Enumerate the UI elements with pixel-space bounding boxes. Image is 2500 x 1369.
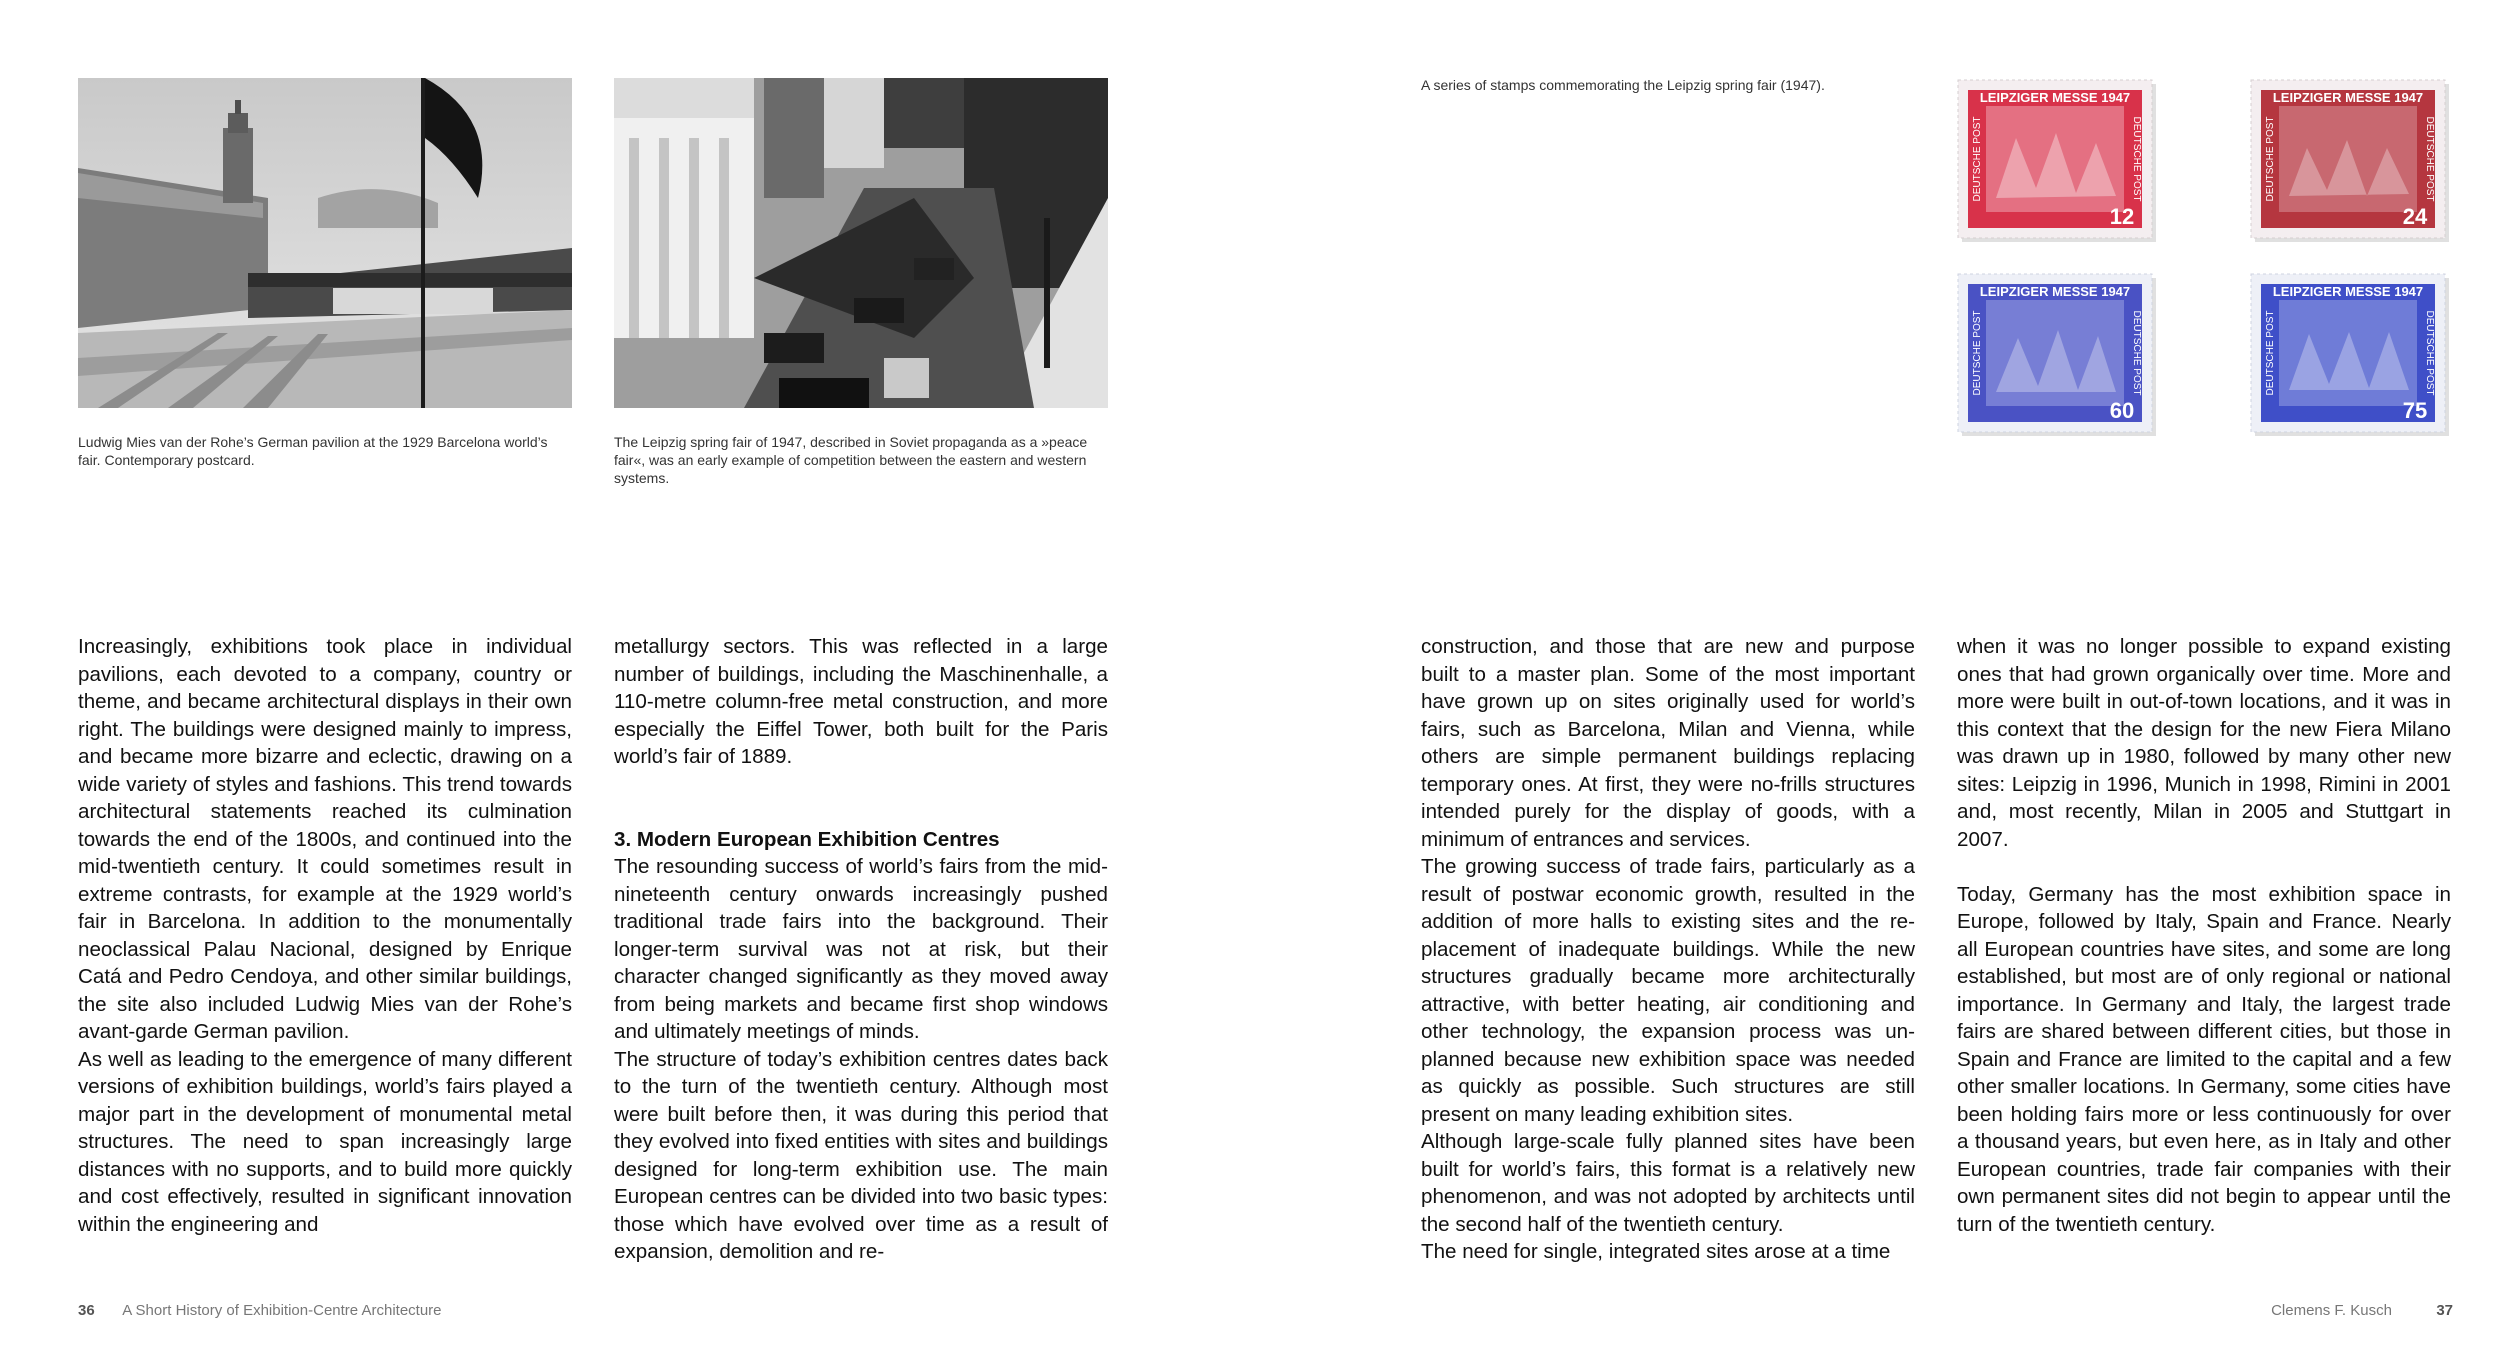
author-name: Clemens F. Kusch (2271, 1302, 2392, 1319)
stamp-right-text: DEUTSCHE POST (2131, 116, 2142, 202)
left-folio (78, 1302, 442, 1320)
barcelona-pavilion-caption: Ludwig Mies van der Rohe’s German pavilion at the 1929 Barcelona world’s fair. Contemporary postcard. (78, 434, 548, 468)
running-title: A Short History of Exhibition-Centre Architecture (122, 1302, 442, 1319)
barcelona-pavilion-photo (78, 78, 572, 408)
stamp-left-text: DEUTSCHE POST (1972, 310, 1983, 396)
stamp-right-text: DEUTSCHE POST (2131, 310, 2142, 396)
stamp-artwork (1956, 78, 2162, 248)
paragraph: As well as leading to the emergence of many different versions of exhibition buildings, world’s fairs played a major part in the development of monumental metal structures. The need to span increasingly large distances with no supports, and to build more quickly and cost effectively, resulted in significant innovation within the engineering and (78, 1047, 572, 1236)
paragraph: construction, and those that are new and purpose built to a master plan. Some of the most important have grown up on sites originally used for world’s fairs, such as Barcelona, Milan and Vienna, while others are simple permanent buildings replacing temporary ones. At first, they were no-frills structures intended purely for the display of goods, with a minimum of entrances and services. (1421, 635, 1915, 851)
stamp-top-text: LEIPZIGER MESSE 1947 (2272, 284, 2424, 299)
leipzig-fair-photo (614, 78, 1108, 408)
section-heading: 3. Modern European Exhibition Centres (614, 827, 1000, 851)
right-text-column-2 (1957, 633, 2451, 1238)
page-number: 36 (78, 1302, 95, 1319)
paragraph: when it was no longer possible to expand existing ones that had grown organically over time. More and more were built in out-of-town locations, and it was in this context that the design for the new Fiera Milano was drawn up in 1980, followed by many other new sites: Leipzig in 1996, Munich in 1998, Rimini in 2001 and, most recently, Milan in 2005 and Stuttgart in 2007. (1957, 635, 2451, 851)
left-text-column-1 (78, 633, 572, 1238)
stamp-value: 60 (2109, 398, 2135, 423)
stamp-top-text: LEIPZIGER MESSE 1947 (1979, 90, 2131, 105)
left-text-column-2 (614, 633, 1108, 1266)
right-folio (2271, 1302, 2453, 1320)
paragraph: The need for single, integrated sites arose at a time (1421, 1240, 1891, 1263)
paragraph: Increasingly, exhibitions took place in individual pavilions, each devoted to a company, country or theme, and became architectural displays in their own right. The buildings were designed mainly to impress, and became more bizarre and eclectic, drawing on a wide variety of styles and fashions. This trend towards architectural statements reached its culmination towards the end of the 1800s, and continued into the mid-twentieth century. It could sometimes result in extreme contrasts, for example at the 1929 world’s fair in Barcelona. In addition to the monumentally neoclassical Palau Nacional, designed by Enrique Catá and Pedro Cendoya, and other similar buildings, the site also included Ludwig Mies van der Rohe’s avant-garde German pavilion. (78, 635, 572, 1043)
stamp-left-text: DEUTSCHE POST (2265, 310, 2276, 396)
stamp-right-text: DEUTSCHE POST (2424, 116, 2435, 202)
stamp-top-text: LEIPZIGER MESSE 1947 (1979, 284, 2131, 299)
stamp-value: 12 (2109, 204, 2135, 229)
stamp-value: 24 (2402, 204, 2428, 229)
paragraph: The resounding success of world’s fairs from the mid-nineteenth century onwards increasingly pushed traditional trade fairs into the background. Their longer-term survival was not at risk, but their character changed significantly as they moved away from being markets and became first shop windows and ultimately meetings of minds. (614, 855, 1108, 1043)
paragraph: The growing success of trade fairs, particularly as a result of postwar economic growth, resulted in the addition of more halls to existing sites and the replacement of inadequate buildings. While the new structures gradually became more architecturally attractive, with better heating, air conditioning and other technology, the expansion process was unplanned because new exhibition space was needed as quickly as possible. Such structures are still present on many leading exhibition sites. (1421, 855, 1915, 1126)
stamp-top-text: LEIPZIGER MESSE 1947 (2272, 90, 2424, 105)
stamps-caption: A series of stamps commemorating the Leipzig spring fair (1947). (1421, 77, 1825, 93)
stamp-75 (2249, 272, 2455, 442)
stamp-artwork (1956, 272, 2162, 442)
stamp-12 (1956, 78, 2162, 248)
page-number: 37 (2436, 1302, 2453, 1319)
stamp-60 (1956, 272, 2162, 442)
stamp-right-text: DEUTSCHE POST (2424, 310, 2435, 396)
paragraph: The structure of today’s exhibition centres dates back to the turn of the twentieth century. Although most were built before then, it was during this period that they evolved into fixed entities with sites and buildings designed for long-term exhibition use. The main European centres can be divided into two basic types: those which have evolved over time as a result of expansion, demolition and re- (614, 1047, 1108, 1263)
stamp-artwork (2249, 272, 2455, 442)
stamp-left-text: DEUTSCHE POST (1972, 116, 1983, 202)
paragraph: metallurgy sectors. This was reflected in a large number of buildings, including the Maschinenhalle, a 110-metre column-free metal construction, and more especially the Eiffel Tower, both built for the Paris world’s fair of 1889. (614, 635, 1108, 768)
stamp-left-text: DEUTSCHE POST (2265, 116, 2276, 202)
leipzig-fair-caption: The Leipzig spring fair of 1947, described in Soviet propaganda as a »peace fair«, was an early example of competition between the eastern and western systems. (614, 434, 1088, 486)
stamp-artwork (2249, 78, 2455, 248)
right-text-column-1 (1421, 633, 1915, 1266)
stamp-24 (2249, 78, 2455, 248)
stamp-value: 75 (2402, 398, 2428, 423)
paragraph: Although large-scale fully planned sites have been built for world’s fairs, this format is a relatively new phenomenon, and was not adopted by architects until the second half of the twentieth century. (1421, 1130, 1915, 1236)
paragraph: Today, Germany has the most exhibition space in Europe, followed by Italy, Spain and France. Nearly all European countries have sites, and some are long established, but most are of only regional or national importance. In Germany and Italy, the largest trade fairs are shared between different cities, but those in Spain and France are limited to the capital and a few other smaller locations. In Germany, some cities have been holding fairs more or less continuously for over a thousand years, but even here, as in Italy and other European countries, trade fair companies with their own permanent sites did not begin to appear until the turn of the twentieth century. (1957, 882, 2451, 1236)
